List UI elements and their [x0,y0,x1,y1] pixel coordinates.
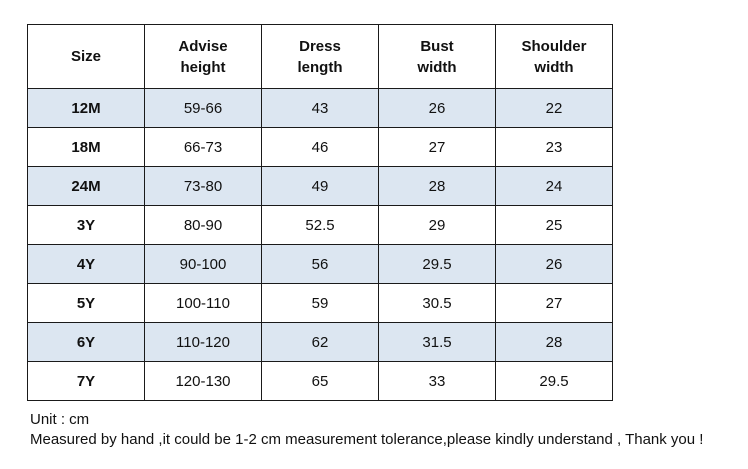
header-dress-length-line1: Dress [299,37,341,55]
height-cell: 66-73 [145,128,262,167]
height-cell: 90-100 [145,245,262,284]
length-cell: 43 [262,89,379,128]
size-cell: 4Y [28,245,145,284]
bust-cell: 29 [379,206,496,245]
length-cell: 49 [262,167,379,206]
table-row [28,284,613,323]
header-dress-length-line2: length [297,58,343,76]
size-cell: 12M [28,89,145,128]
size-cell: 5Y [28,284,145,323]
header-advise-height-line1: Advise [178,37,228,55]
header-size-label: Size [70,48,101,65]
height-cell: 80-90 [145,206,262,245]
table-row [28,128,613,167]
height-cell: 120-130 [145,362,262,401]
header-shoulder-width-line2: width [534,58,574,76]
bust-cell: 27 [379,128,496,167]
header-bust-width-line1: Bust [420,37,454,55]
size-cell: 24M [28,167,145,206]
shoulder-cell: 22 [496,89,613,128]
table-row [28,89,613,128]
length-cell: 56 [262,245,379,284]
height-cell: 100-110 [145,284,262,323]
bust-cell: 26 [379,89,496,128]
bust-cell: 29.5 [379,245,496,284]
shoulder-cell: 24 [496,167,613,206]
bust-cell: 30.5 [379,284,496,323]
measurement-note: Measured by hand ,it could be 1-2 cm measurement tolerance,please kindly understand , Thank you ! [30,431,704,448]
table-header-row [28,25,613,89]
size-cell: 7Y [28,362,145,401]
shoulder-cell: 27 [496,284,613,323]
header-shoulder-width-line1: Shoulder [521,37,587,55]
shoulder-cell: 23 [496,128,613,167]
length-cell: 59 [262,284,379,323]
table-row [28,206,613,245]
height-cell: 59-66 [145,89,262,128]
length-cell: 65 [262,362,379,401]
header-advise-height [145,25,262,89]
shoulder-cell: 26 [496,245,613,284]
header-bust-width-line2: width [417,58,457,76]
header-size [28,25,145,89]
header-advise-height-line2: height [180,58,226,76]
height-cell: 73-80 [145,167,262,206]
table-row [28,245,613,284]
unit-note: Unit : cm [30,411,90,428]
size-chart-table [27,24,613,401]
table-row [28,323,613,362]
table-row [28,362,613,401]
shoulder-cell: 28 [496,323,613,362]
size-cell: 3Y [28,206,145,245]
length-cell: 62 [262,323,379,362]
bust-cell: 28 [379,167,496,206]
size-cell: 6Y [28,323,145,362]
header-dress-length [262,25,379,89]
header-shoulder-width [496,25,613,89]
bust-cell: 33 [379,362,496,401]
shoulder-cell: 25 [496,206,613,245]
shoulder-cell: 29.5 [496,362,613,401]
length-cell: 52.5 [262,206,379,245]
size-cell: 18M [28,128,145,167]
bust-cell: 31.5 [379,323,496,362]
height-cell: 110-120 [145,323,262,362]
header-bust-width [379,25,496,89]
table-row [28,167,613,206]
length-cell: 46 [262,128,379,167]
